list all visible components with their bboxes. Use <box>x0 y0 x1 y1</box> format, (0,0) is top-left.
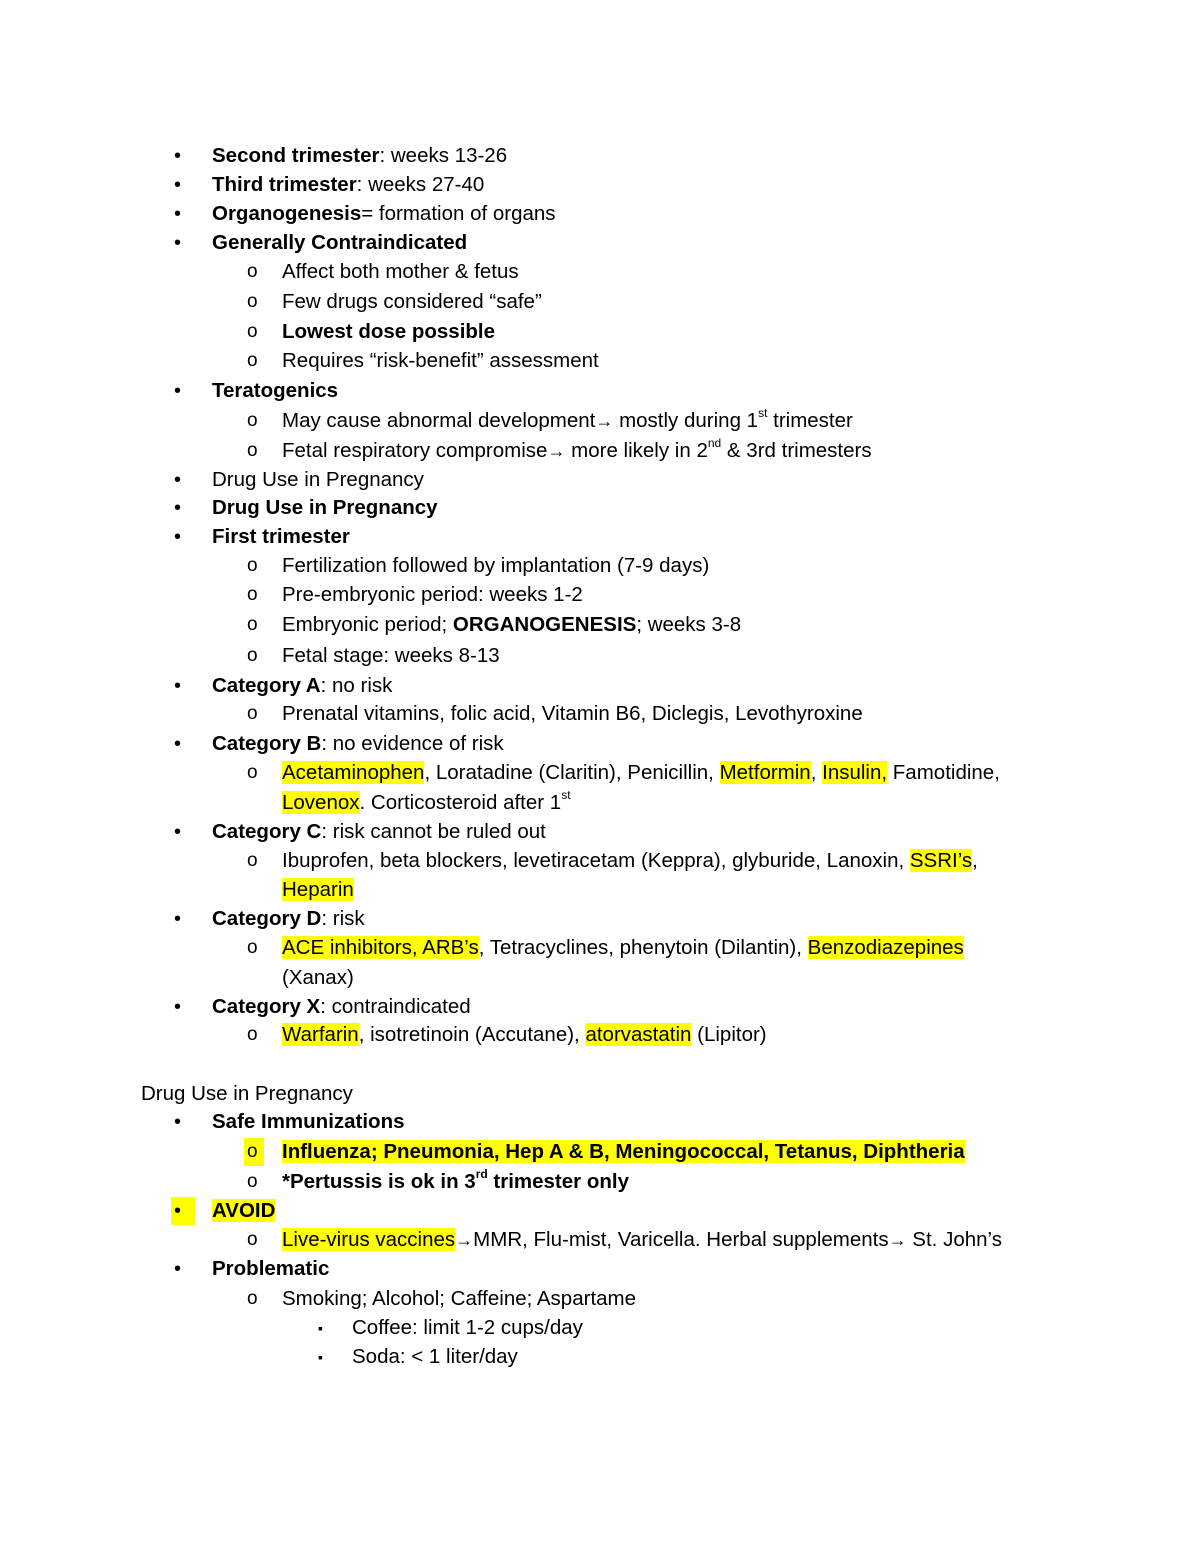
list-item-category-c: Category C: risk cannot be ruled out <box>212 820 546 843</box>
list-item-category-b: Category B: no evidence of risk <box>212 732 504 755</box>
list-item-continuation: Heparin <box>282 878 354 901</box>
circle-marker: o <box>247 1171 258 1192</box>
list-item: Requires “risk-benefit” assessment <box>282 349 599 372</box>
right-arrow-icon: → <box>455 1230 474 1250</box>
bullet-marker: • <box>174 733 182 755</box>
circle-marker: o <box>247 261 258 282</box>
list-item-category-x: Category X: contraindicated <box>212 995 471 1018</box>
circle-marker: o <box>244 1138 264 1166</box>
square-marker: ▪ <box>318 1320 323 1336</box>
list-item: Warfarin, isotretinoin (Accutane), atorvastatin (Lipitor) <box>282 1023 767 1046</box>
list-item: May cause abnormal development→ mostly during 1st trimester <box>282 406 853 432</box>
list-item-second-trimester: Second trimester: weeks 13-26 <box>212 144 508 167</box>
circle-marker: o <box>247 850 258 871</box>
list-item: Soda: < 1 liter/day <box>352 1345 518 1368</box>
right-arrow-icon: → <box>547 441 566 461</box>
bullet-marker: • <box>174 996 182 1018</box>
bullet-marker: • <box>174 174 182 196</box>
circle-marker: o <box>247 1024 258 1045</box>
right-arrow-icon: → <box>888 1230 907 1250</box>
list-item: Smoking; Alcohol; Caffeine; Aspartame <box>282 1287 637 1310</box>
list-item: Fertilization followed by implantation (7-9 days) <box>282 554 710 577</box>
circle-marker: o <box>247 584 258 605</box>
circle-marker: o <box>247 762 258 783</box>
bullet-marker: • <box>174 1111 182 1133</box>
bullet-marker: • <box>171 1197 195 1225</box>
list-item: Few drugs considered “safe” <box>282 290 542 313</box>
bullet-marker: • <box>174 675 182 697</box>
list-item-safe-immunizations: Safe Immunizations <box>212 1110 405 1133</box>
bullet-marker: • <box>174 1258 182 1280</box>
section-heading: Drug Use in Pregnancy <box>141 1082 353 1105</box>
circle-marker: o <box>247 645 258 666</box>
bullet-marker: • <box>174 232 182 254</box>
bullet-marker: • <box>174 908 182 930</box>
circle-marker: o <box>247 440 258 461</box>
bullet-marker: • <box>174 526 182 548</box>
circle-marker: o <box>247 614 258 635</box>
list-item-drug-use-bold: Drug Use in Pregnancy <box>212 496 438 519</box>
circle-marker: o <box>247 1229 258 1250</box>
right-arrow-icon: → <box>595 411 614 431</box>
square-marker: ▪ <box>318 1349 323 1365</box>
list-item-category-a: Category A: no risk <box>212 674 393 697</box>
list-item: Pre-embryonic period: weeks 1-2 <box>282 583 583 606</box>
list-item-organogenesis: Organogenesis= formation of organs <box>212 202 556 225</box>
list-item-continuation: Lovenox. Corticosteroid after 1st <box>282 788 571 814</box>
bullet-marker: • <box>174 469 182 491</box>
list-item: *Pertussis is ok in 3rd trimester only <box>282 1167 629 1193</box>
list-item-drug-use: Drug Use in Pregnancy <box>212 468 424 491</box>
circle-marker: o <box>247 350 258 371</box>
list-item: Influenza; Pneumonia, Hep A & B, Meningococcal, Tetanus, Diphtheria <box>282 1140 965 1163</box>
list-item-continuation: (Xanax) <box>282 966 354 989</box>
list-item: Live-virus vaccines→MMR, Flu-mist, Varicella. Herbal supplements→ St. John’s <box>282 1228 1002 1251</box>
list-item-first-trimester: First trimester <box>212 525 350 548</box>
list-item: Prenatal vitamins, folic acid, Vitamin B6, Diclegis, Levothyroxine <box>282 702 863 725</box>
list-item-teratogenics: Teratogenics <box>212 379 339 402</box>
list-item-third-trimester: Third trimester: weeks 27-40 <box>212 173 485 196</box>
list-item: Fetal stage: weeks 8-13 <box>282 644 500 667</box>
list-item: Embryonic period; ORGANOGENESIS; weeks 3-8 <box>282 613 742 636</box>
bullet-marker: • <box>174 821 182 843</box>
list-item: ACE inhibitors, ARB’s, Tetracyclines, phenytoin (Dilantin), Benzodiazepines <box>282 936 964 959</box>
bullet-marker: • <box>174 380 182 402</box>
list-item: Lowest dose possible <box>282 320 496 343</box>
list-item: Affect both mother & fetus <box>282 260 519 283</box>
list-item: Fetal respiratory compromise→ more likely in 2nd & 3rd trimesters <box>282 436 872 462</box>
bullet-marker: • <box>174 203 182 225</box>
circle-marker: o <box>247 410 258 431</box>
list-item: Acetaminophen, Loratadine (Claritin), Penicillin, Metformin, Insulin, Famotidine, <box>282 761 1000 784</box>
list-item-generally-contraindicated: Generally Contraindicated <box>212 231 468 254</box>
bullet-marker: • <box>174 145 182 167</box>
bullet-marker: • <box>174 497 182 519</box>
circle-marker: o <box>247 321 258 342</box>
list-item-problematic: Problematic <box>212 1257 330 1280</box>
list-item-category-d: Category D: risk <box>212 907 365 930</box>
circle-marker: o <box>247 703 258 724</box>
circle-marker: o <box>247 937 258 958</box>
circle-marker: o <box>247 555 258 576</box>
list-item-avoid: AVOID <box>212 1199 276 1222</box>
list-item: Ibuprofen, beta blockers, levetiracetam (Keppra), glyburide, Lanoxin, SSRI’s, <box>282 849 978 872</box>
list-item: Coffee: limit 1-2 cups/day <box>352 1316 583 1339</box>
circle-marker: o <box>247 291 258 312</box>
circle-marker: o <box>247 1288 258 1309</box>
